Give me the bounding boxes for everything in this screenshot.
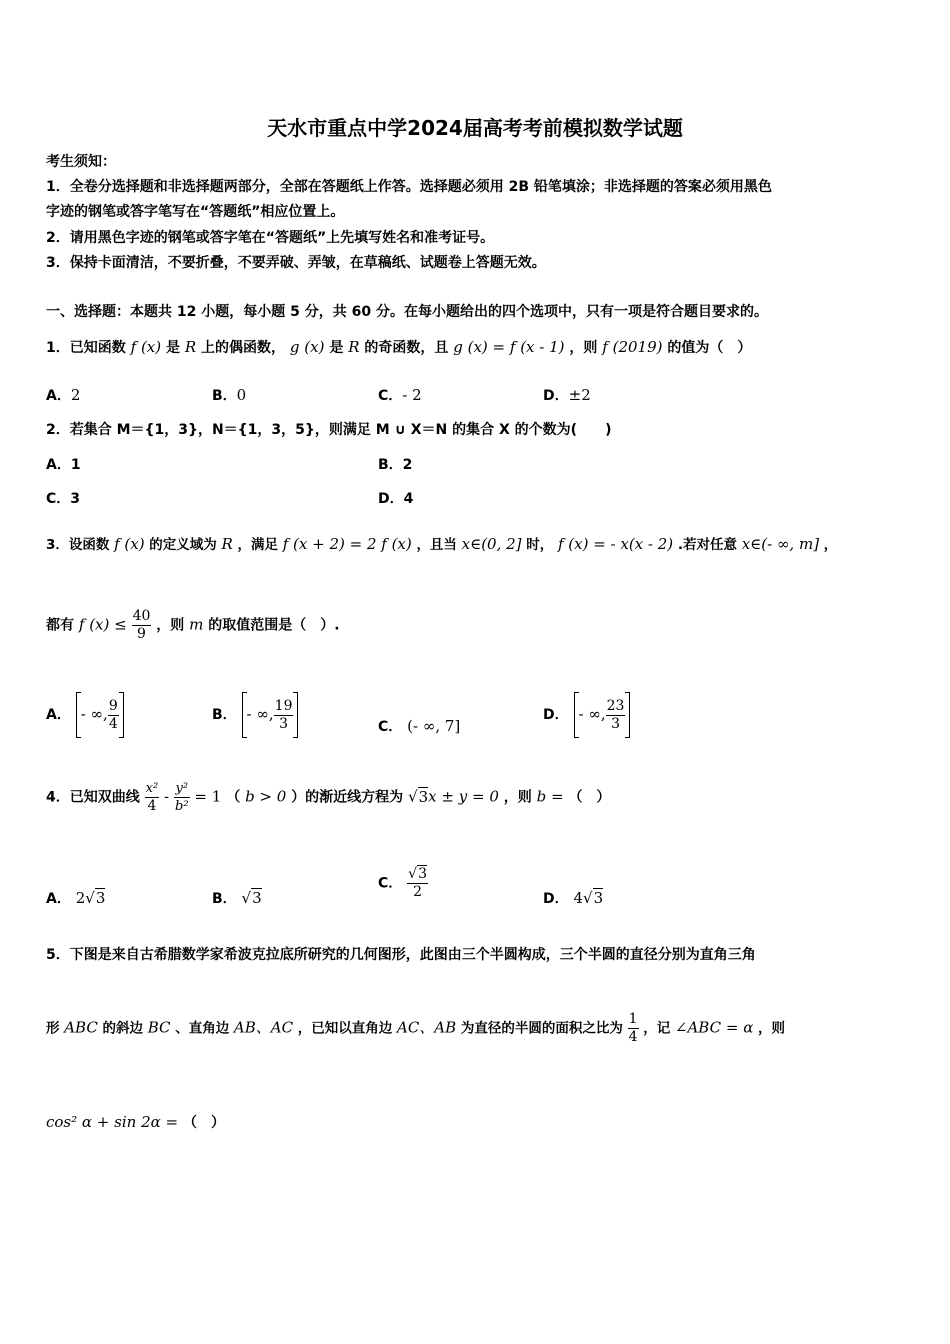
q5-text: 形 xyxy=(46,1020,60,1037)
q1-text: 是 xyxy=(329,340,344,356)
q5-text: ，则 xyxy=(758,1020,786,1037)
right-bracket xyxy=(119,692,124,738)
denominator: 3 xyxy=(274,715,294,733)
question-3-line-2 xyxy=(46,608,340,643)
q1-option-c[interactable] xyxy=(378,385,422,405)
q5-math: ABC xyxy=(64,1018,98,1037)
q3-option-a[interactable] xyxy=(46,692,124,738)
q2-option-a[interactable]: A．1 xyxy=(46,457,81,473)
option-label: C． xyxy=(378,719,403,735)
option-fraction xyxy=(108,698,119,733)
q3-option-b[interactable] xyxy=(212,692,298,738)
denominator: 4 xyxy=(145,797,160,815)
q3-text: ，则 xyxy=(156,617,185,634)
option-value: 4 xyxy=(573,889,584,907)
option-value: 2 xyxy=(75,889,86,907)
radicand: 3 xyxy=(418,787,429,806)
q1-text: 的奇函数，且 xyxy=(364,340,449,356)
q5-text: ，记 xyxy=(643,1020,671,1037)
option-label: B． xyxy=(212,891,237,907)
q4-text: 4．已知双曲线 xyxy=(46,789,140,806)
question-3 xyxy=(46,534,837,555)
notice-line-1b: 字迹的钢笔或答字笔写在“答题纸”相应位置上。 xyxy=(46,204,345,220)
notice-heading: 考生须知： xyxy=(46,154,116,170)
radical: √3 xyxy=(241,889,262,907)
q1-math: f (x) xyxy=(130,338,162,356)
q1-math: f (2019) xyxy=(602,338,663,356)
question-4 xyxy=(46,780,610,815)
option-label: A． xyxy=(46,707,71,723)
q2-option-b[interactable]: B．2 xyxy=(378,457,413,473)
option-value: 0 xyxy=(236,386,247,404)
numerator: 9 xyxy=(108,697,118,714)
option-value: - ∞, xyxy=(578,705,606,723)
q4-math: - xyxy=(164,787,170,806)
q3-text: .若对任意 xyxy=(677,537,737,553)
notice-line-1a: 1．全卷分选择题和非选择题两部分，全部在答题纸上作答。选择题必须用 2B 铅笔填涂；非选择题的答案必须用黑色 xyxy=(46,179,772,195)
question-5-line-3 xyxy=(46,1112,225,1133)
q5-text: 的斜边 xyxy=(102,1020,144,1037)
q1-option-d[interactable] xyxy=(543,385,591,405)
q5-math: AC、AB xyxy=(397,1018,457,1037)
radicand: 3 xyxy=(418,866,427,882)
question-5-line-2 xyxy=(46,1011,785,1046)
q4-math: √3 xyxy=(408,787,429,806)
option-label: B． xyxy=(212,388,237,404)
denominator: 4 xyxy=(628,1029,638,1045)
option-label: C． xyxy=(378,875,403,892)
q4-text: ）的渐近线方程为 xyxy=(291,789,404,806)
q4-option-c[interactable] xyxy=(378,866,428,901)
q1-math: g (x) xyxy=(289,338,325,356)
q5-math: cos² α + sin 2α = xyxy=(46,1113,179,1131)
q3-fraction xyxy=(132,608,152,643)
q5-text: 为直径的半圆的面积之比为 xyxy=(460,1020,623,1037)
q3-math: f (x) xyxy=(114,535,145,553)
right-bracket xyxy=(625,692,630,738)
option-value: - ∞, xyxy=(246,705,274,723)
option-value: 2 xyxy=(70,386,81,404)
q4-fraction-x xyxy=(145,780,160,815)
q3-math: R xyxy=(221,535,233,553)
q3-text: 3．设函数 xyxy=(46,537,110,553)
numerator: 19 xyxy=(274,697,293,714)
q4-text: （ ） xyxy=(568,789,611,806)
q5-fraction xyxy=(628,1011,639,1046)
q1-math: R xyxy=(184,338,197,356)
q4-text: （ xyxy=(226,789,241,806)
q3-math: x∈(0, 2] xyxy=(461,535,522,553)
q1-text: ，则 xyxy=(569,340,598,356)
q4-option-d[interactable] xyxy=(543,888,603,908)
denominator: 9 xyxy=(132,625,152,643)
denominator: 2 xyxy=(407,883,428,901)
q3-math: m xyxy=(189,615,204,634)
option-label: A． xyxy=(46,388,71,404)
right-bracket xyxy=(293,692,298,738)
q3-option-c[interactable] xyxy=(378,716,460,736)
q3-text: 时， xyxy=(526,537,554,553)
numerator: 1 xyxy=(628,1011,638,1027)
option-value: - ∞, xyxy=(80,705,108,723)
numerator: y² xyxy=(175,781,189,796)
notice-line-3: 3．保持卡面清洁，不要折叠，不要弄破、弄皱，在草稿纸、试题卷上答题无效。 xyxy=(46,255,546,271)
q5-text: （ ） xyxy=(182,1115,225,1131)
q4-math: = 1 xyxy=(194,787,222,806)
q1-math: g (x) = f (x - 1) xyxy=(453,338,565,356)
q1-text: 上的偶函数， xyxy=(201,340,286,356)
q5-text: 、直角边 xyxy=(175,1020,230,1037)
option-label: A． xyxy=(46,891,71,907)
q3-math: f (x + 2) = 2 f (x) xyxy=(282,535,412,553)
notice-line-2: 2．请用黑色字迹的钢笔或答字笔在“答题纸”上先填写姓名和准考证号。 xyxy=(46,230,495,246)
q1-option-a[interactable] xyxy=(46,385,80,405)
radical: √3 xyxy=(583,889,604,907)
q3-text: 都有 xyxy=(46,617,74,634)
q3-text: ， xyxy=(823,537,838,553)
option-value: - 2 xyxy=(402,386,422,404)
question-5-line-1: 5．下图是来自古希腊数学家希波克拉底所研究的几何图形，此图由三个半圆构成，三个半圆的直径分别为直角三角 xyxy=(46,947,756,963)
q4-fraction-y xyxy=(174,780,190,815)
q1-text: 是 xyxy=(165,340,180,356)
numerator: 40 xyxy=(132,608,151,624)
q4-math: x ± y = 0 xyxy=(428,787,499,806)
option-label: B． xyxy=(212,707,237,723)
q5-math: BC xyxy=(147,1018,171,1037)
q3-text: ，且当 xyxy=(416,537,457,553)
q1-text: 的值为（ ） xyxy=(667,340,752,356)
section-heading: 一、选择题：本题共 12 小题，每小题 5 分，共 60 分。在每小题给出的四个选项中，只有一项是符合题目要求的。 xyxy=(46,304,768,320)
option-value: (- ∞, 7] xyxy=(407,717,461,735)
q4-option-b[interactable] xyxy=(212,888,262,908)
option-value: ±2 xyxy=(568,386,591,404)
q1-text: 1．已知函数 xyxy=(46,340,126,356)
radicand: 3 xyxy=(95,889,106,907)
radical: √3 xyxy=(85,889,106,907)
numerator: x² xyxy=(145,781,159,796)
question-2: 2．若集合 M＝{1，3}，N＝{1，3，5}，则满足 M ∪ X＝N 的集合 X 的个数为( ) xyxy=(46,422,612,438)
q3-text: 的取值范围是（ ）. xyxy=(208,617,340,634)
q5-math: AB、AC xyxy=(233,1018,294,1037)
q1-option-b[interactable] xyxy=(212,385,246,405)
q3-text: ，满足 xyxy=(237,537,278,553)
q2-option-d[interactable]: D．4 xyxy=(378,491,414,507)
denominator: b² xyxy=(175,799,189,814)
radicand: 3 xyxy=(252,889,262,907)
page-title: 天水市重点中学2024届高考考前模拟数学试题 xyxy=(267,116,683,140)
q1-math: R xyxy=(348,338,360,356)
option-label: D． xyxy=(543,891,569,907)
option-fraction xyxy=(407,866,428,901)
q2-option-c[interactable]: C．3 xyxy=(46,491,81,507)
option-label: C． xyxy=(378,388,403,404)
q4-math: b = xyxy=(536,787,564,806)
question-1 xyxy=(46,337,751,358)
q4-text: ，则 xyxy=(503,789,532,806)
q3-math: x∈(- ∞, m] xyxy=(741,535,820,553)
q5-math: ∠ABC = α xyxy=(674,1018,754,1037)
option-fraction xyxy=(606,698,626,733)
q4-math: b > 0 xyxy=(245,787,287,806)
q3-math: f (x) = - x(x - 2) xyxy=(557,535,674,553)
q4-option-a[interactable] xyxy=(46,888,105,908)
option-fraction xyxy=(274,698,294,733)
numerator: 23 xyxy=(606,697,625,714)
option-label: D． xyxy=(543,707,569,723)
q3-math: f (x) ≤ xyxy=(78,615,127,634)
denominator: 3 xyxy=(606,715,626,733)
denominator: 4 xyxy=(108,715,118,732)
q3-text: 的定义域为 xyxy=(149,537,217,553)
q5-text: ，已知以直角边 xyxy=(297,1020,393,1037)
q3-option-d[interactable] xyxy=(543,692,630,738)
option-label: D． xyxy=(543,388,569,404)
numerator: √3 xyxy=(408,866,427,882)
radicand: 3 xyxy=(593,889,604,907)
